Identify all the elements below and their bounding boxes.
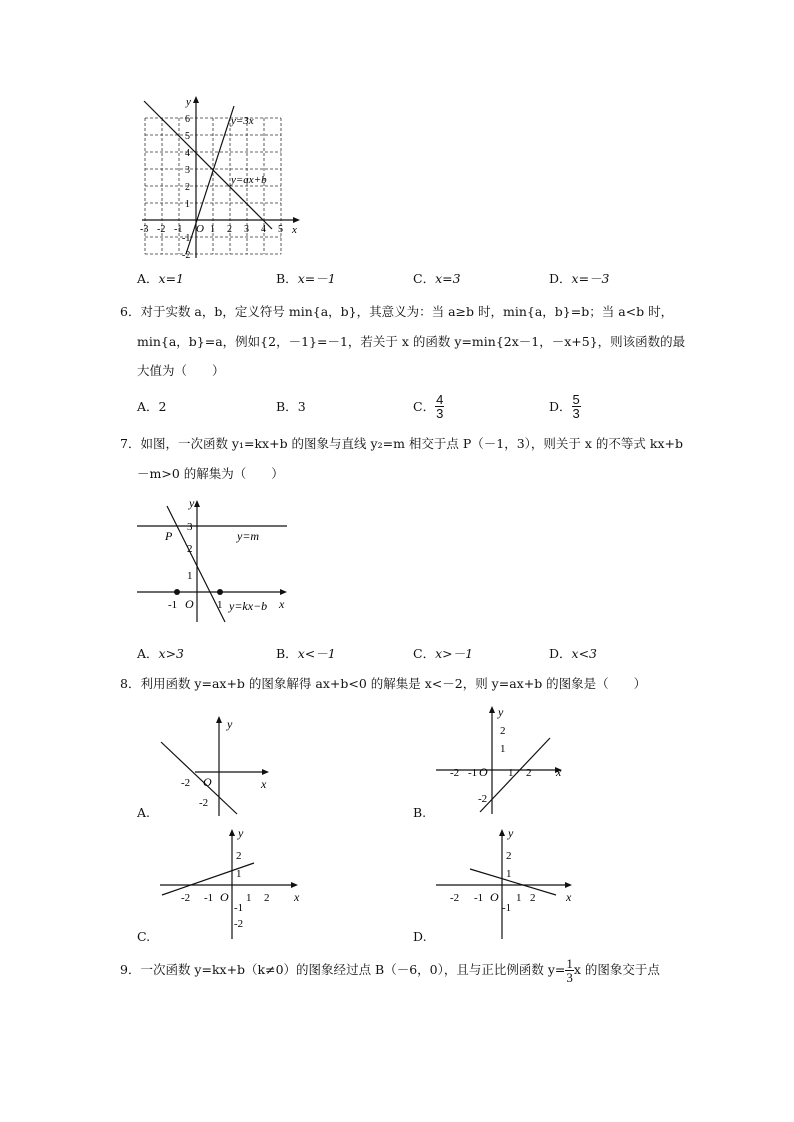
q8-option-b-label: B.	[413, 805, 427, 820]
svg-text:2: 2	[236, 850, 242, 862]
svg-text:1: 1	[185, 199, 190, 210]
svg-text:-1: -1	[468, 767, 478, 779]
q6-option-a: A．2	[137, 399, 167, 414]
svg-text:-2: -2	[450, 892, 460, 904]
svg-text:1: 1	[246, 892, 252, 904]
svg-text:1: 1	[187, 570, 193, 582]
q6-option-b: B．3	[276, 399, 306, 414]
svg-text:2: 2	[500, 725, 506, 737]
svg-text:-1: -1	[174, 224, 183, 235]
q7-option-d: D．x<3	[549, 646, 598, 661]
q8-graph-b	[432, 700, 572, 818]
svg-text:-1: -1	[182, 233, 191, 244]
q5-x-ticks	[140, 224, 283, 235]
svg-text:1: 1	[217, 599, 223, 611]
q7-option-b: B．x<－1	[276, 646, 336, 661]
svg-text:O: O	[203, 775, 212, 789]
svg-text:-2: -2	[450, 767, 460, 779]
svg-text:O: O	[490, 890, 499, 904]
svg-text:-2: -2	[181, 892, 191, 904]
q5-x-axis-label: x	[292, 224, 297, 236]
svg-text:3: 3	[244, 224, 249, 235]
svg-text:1: 1	[210, 224, 215, 235]
q7-option-a: A．x>3	[137, 646, 185, 661]
svg-text:1: 1	[516, 892, 522, 904]
q8-graph-d	[432, 823, 582, 941]
point-neg1	[174, 589, 180, 595]
q5-option-d: D．x=－3	[549, 271, 610, 286]
svg-text:2: 2	[227, 224, 232, 235]
q5-origin: O	[196, 223, 204, 235]
q5-option-b: B．x=－1	[276, 271, 336, 286]
svg-text:-1: -1	[204, 892, 214, 904]
svg-text:O: O	[479, 765, 488, 779]
svg-text:x: x	[566, 890, 572, 904]
q5-graph	[138, 92, 308, 262]
svg-text:1: 1	[506, 868, 512, 880]
q8-option-d-label: D.	[413, 929, 427, 944]
svg-text:2: 2	[185, 182, 190, 193]
svg-text:-3: -3	[140, 224, 149, 235]
svg-text:2: 2	[526, 767, 532, 779]
q5-option-a: A．x=1	[137, 271, 185, 286]
svg-text:y: y	[508, 826, 514, 840]
svg-text:-2: -2	[182, 250, 191, 261]
q8-graph-c	[156, 823, 306, 941]
q7-y-axis-label: y	[189, 496, 195, 510]
svg-text:2: 2	[264, 892, 270, 904]
svg-text:6: 6	[185, 114, 190, 125]
svg-text:-2: -2	[199, 797, 209, 809]
q5-line1-label: y=3x	[231, 115, 254, 127]
svg-text:x: x	[556, 765, 562, 779]
svg-text:2: 2	[506, 850, 512, 862]
q7-horiz-label: y=m	[237, 529, 260, 543]
q5-line2-label: y=ax+b	[231, 174, 267, 186]
q8-line1: 8．利用函数 y=ax+b 的图象解得 ax+b<0 的解集是 x<－2，则 y=ax+b 的图象是（ ）	[120, 676, 647, 691]
point-1	[217, 589, 223, 595]
q5-y-axis-label: y	[186, 96, 191, 108]
svg-text:O: O	[220, 890, 229, 904]
q8-graph-a	[155, 712, 275, 820]
svg-text:-2: -2	[234, 918, 244, 930]
svg-text:3: 3	[187, 521, 193, 533]
svg-text:-1: -1	[234, 902, 244, 914]
svg-text:5: 5	[278, 224, 283, 235]
svg-text:-2: -2	[478, 793, 488, 805]
svg-text:y: y	[498, 705, 504, 719]
q5-y-ticks	[182, 114, 190, 261]
svg-text:-1: -1	[168, 599, 178, 611]
q5-option-c: C．x=3	[413, 271, 461, 286]
svg-text:3: 3	[185, 165, 190, 176]
svg-text:5: 5	[185, 131, 190, 142]
q7-line-label: y=kx−b	[229, 599, 268, 613]
q7-graph	[135, 494, 295, 626]
q6-option-c: C． $\frac{4}{3}$	[413, 392, 444, 421]
svg-text:1: 1	[508, 767, 514, 779]
svg-text:2: 2	[530, 892, 536, 904]
q6-line3: 大值为（ ）	[137, 363, 225, 378]
q7-option-c: C．x>－1	[413, 646, 474, 661]
svg-text:-2: -2	[181, 777, 191, 789]
svg-text:4: 4	[185, 148, 190, 159]
q6-option-d: D． $\frac{5}{3}$	[549, 392, 580, 421]
q9-line1: 9．一次函数 y=kx+b（k≠0）的图象经过点 B（－6，0），且与正比例函数 y= $\frac{1}{3}$ x 的图象交于点	[120, 956, 660, 985]
q6-line2: min{a，b}=a，例如{2，－1}=－1，若关于 x 的函数 y=min{2x－1，－x+5}，则该函数的最	[137, 334, 686, 349]
svg-text:4: 4	[261, 224, 266, 235]
svg-text:x: x	[261, 777, 267, 791]
q6-line1: 6．对于实数 a，b，定义符号 min{a，b}，其意义为：当 a≥b 时，min{a，b}=b；当 a<b 时，	[120, 304, 674, 319]
svg-text:2: 2	[187, 543, 193, 555]
svg-text:-1: -1	[474, 892, 484, 904]
svg-text:1: 1	[236, 868, 242, 880]
q8-option-c-label: C.	[137, 929, 151, 944]
svg-text:y: y	[227, 717, 233, 731]
svg-text:1: 1	[500, 743, 506, 755]
svg-text:y: y	[238, 826, 244, 840]
q7-line2: －m>0 的解集为（ ）	[137, 466, 284, 481]
q7-line1: 7．如图，一次函数 y₁=kx+b 的图象与直线 y₂=m 相交于点 P（－1，3），则关于 x 的不等式 kx+b	[120, 436, 684, 451]
svg-text:x: x	[294, 890, 300, 904]
svg-text:-1: -1	[502, 902, 512, 914]
q7-origin: O	[185, 597, 194, 611]
svg-text:-2: -2	[157, 224, 166, 235]
q8-option-a-label: A.	[137, 805, 151, 820]
q7-point-p: P	[165, 529, 173, 543]
q7-x-axis-label: x	[279, 597, 285, 611]
